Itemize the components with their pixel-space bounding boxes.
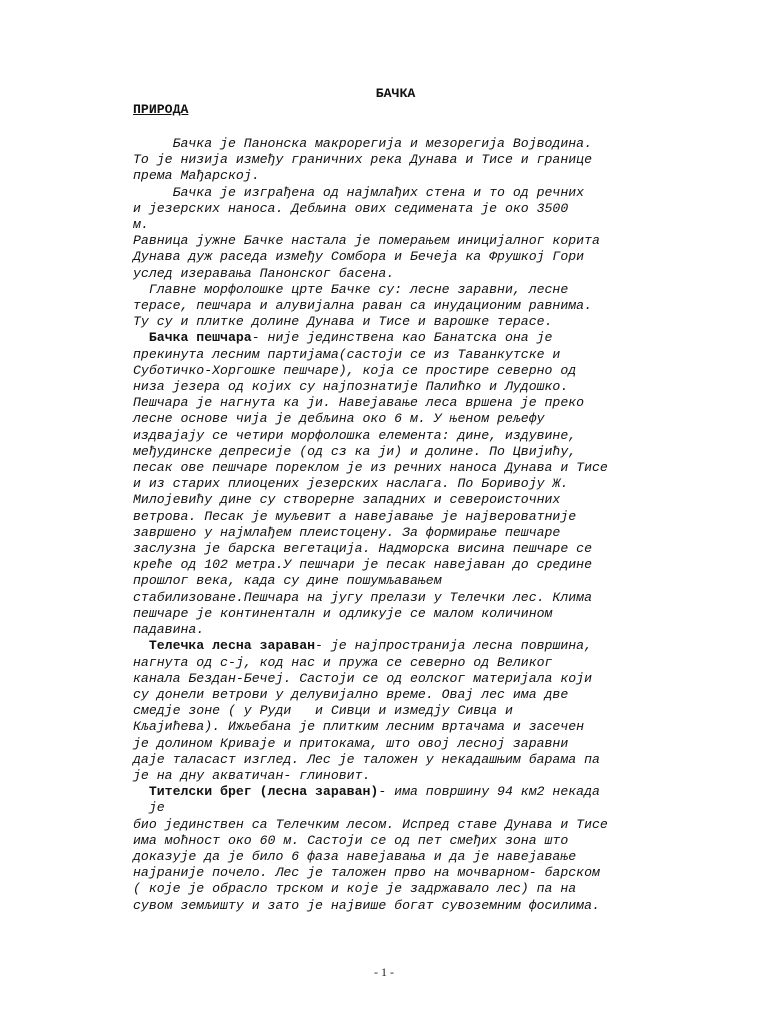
text-line (133, 703, 658, 719)
text-line (133, 411, 658, 427)
line-text: има моћност око 60 м. Састоји се од пет смеђих зона што (133, 832, 569, 848)
line-text: издвајају се четири морфолошка елемента: дине, издувине, (133, 427, 577, 443)
text-line (133, 557, 658, 573)
text-line (133, 217, 658, 233)
text-line (133, 314, 658, 330)
line-text: заслузна је барска вегетација. Надморска висина пешчаре се (133, 541, 592, 557)
line-text: Суботичко-Хоргошке пешчаре), која се простире северно од (133, 362, 577, 378)
line-text: Ту су и плитке долине Дунава и Тисе и варошке терасе. (133, 314, 553, 330)
line-text: Главне морфолошке црте Бачке су: лесне заравни, лесне (133, 281, 569, 297)
text-line (133, 833, 658, 849)
line-text: је долином Криваје и притокама, што овој лесној заравни (133, 735, 569, 751)
line-text: најраније почело. Лес је таложен прво на мочварном- барском (133, 865, 600, 881)
text-line (133, 347, 658, 363)
line-text: Дунава дуж раседа између Сомбора и Бечеја ка Фрушкој Гори (133, 249, 585, 265)
line-text: ( које је обрасло трском и које је задржавало лес) па на (133, 881, 577, 897)
text-line (133, 379, 658, 395)
line-text: - је најпространија лесна површина, (315, 638, 593, 654)
text-line (133, 865, 658, 881)
line-text: услед изеравања Панонског басена. (133, 265, 395, 281)
text-line (133, 460, 658, 476)
document-body (133, 86, 658, 914)
line-text: терасе, пешчара и алувијална раван са инудационим равнима. (133, 298, 592, 314)
text-line (133, 898, 658, 914)
text-line (133, 736, 658, 752)
line-text: смедје зоне ( у Руди и Сивци и измедју Сивца и (133, 703, 513, 719)
line-text: То је низија између граничних река Дунава и Тисе и границе (133, 152, 592, 168)
section-heading: ПРИРОДА (133, 102, 189, 117)
text-line (133, 266, 658, 282)
line-text: био јединствен са Телечким лесом. Испред ставе Дунава и Тисе (133, 816, 608, 832)
line-text: Бачка је изграђена од најмлађих стена и то од речних (133, 184, 585, 200)
text-line (133, 509, 658, 525)
text-line (133, 671, 658, 687)
text-line (133, 428, 658, 444)
text-line (133, 330, 658, 346)
text-line (133, 298, 658, 314)
line-text: Кљајићева). Ижљебана је плитким лесним вртачама и засечен (133, 719, 585, 735)
text-line (133, 849, 658, 865)
line-text: даје таласаст изглед. Лес је таложен у некадашњим барама па (133, 751, 600, 767)
text-line (133, 363, 658, 379)
line-text: и из старих плиоцених језерских наслага. По Боривоју Ж. (133, 476, 569, 492)
line-text: лесне основе чија је дебљина око 6 м. У њеном рељефу (133, 411, 545, 427)
line-text: према Мађарској. (133, 168, 260, 184)
line-text: је на дну акватичан- глиновит. (133, 767, 371, 783)
text-line (133, 606, 658, 622)
line-text: песак ове пешчаре пореклом је из речних наноса Дунава и Тисе (133, 460, 608, 476)
text-line (133, 233, 658, 249)
line-text: и језерских наноса. Дебљина ових седимената је око 3500 (133, 200, 569, 216)
text-line (133, 752, 658, 768)
text-line (133, 784, 658, 800)
paragraph-text (133, 136, 658, 914)
line-text: завршено у најмлађем плеистоцену. За формирање пешчаре (133, 524, 561, 540)
line-text: прошлог века, када су дине пошумљавањем (133, 573, 442, 589)
text-line (133, 444, 658, 460)
line-text: је (133, 800, 165, 816)
text-line (133, 719, 658, 735)
line-text: Пешчара је нагнута ка ји. Навејавање леса вршена је преко (133, 395, 585, 411)
text-line (133, 590, 658, 606)
line-text: падавина. (133, 622, 205, 638)
line-text: су донели ветрови у делувијално време. Овај лес има две (133, 686, 569, 702)
page-number: - 1 - (374, 965, 394, 979)
text-line (133, 249, 658, 265)
text-line (133, 395, 658, 411)
line-text: - има површину 94 км2 некада (378, 784, 600, 800)
text-line (133, 476, 658, 492)
line-text: - није јединствена као Банатска она је (251, 330, 553, 346)
text-line (133, 573, 658, 589)
line-text: ветрова. Песак је муљевит а навејавање је највероватније (133, 508, 577, 524)
line-text: Милојевићу дине су створерне западних и североисточних (133, 492, 561, 508)
text-line (133, 168, 658, 184)
text-line (133, 201, 658, 217)
text-line (133, 687, 658, 703)
line-text: пешчаре је континенталн и одликује се малом количином (133, 605, 553, 621)
bold-term: Телечка лесна зараван (133, 638, 316, 654)
text-line (133, 541, 658, 557)
text-line (133, 622, 658, 638)
line-text: низа језера од којих су најпознатије Палићко и Лудошко. (133, 379, 569, 395)
line-text: Бачка је Панонска макрорегија и мезорегија Војводина. (133, 136, 592, 151)
text-line (133, 152, 658, 168)
line-text: нагнута од с-ј, код нас и пружа се северно од Великог (133, 654, 553, 670)
line-text: канала Бездан-Бечеј. Састоји се од еолског материјала који (133, 670, 592, 686)
document-title: БАЧКА (375, 86, 416, 101)
text-line (133, 817, 658, 833)
line-text: сувом земљишту и зато је највише богат сувоземним фосилима. (133, 897, 600, 913)
text-line (133, 881, 658, 897)
bold-term: Бачка пешчара (133, 330, 252, 346)
text-line (133, 492, 658, 508)
line-text: м. (133, 217, 149, 233)
line-text: међудинске депресије (од сз ка ји) и долине. По Цвијићу, (133, 443, 577, 459)
blank-line (133, 120, 658, 136)
text-line (133, 282, 658, 298)
text-line (133, 655, 658, 671)
line-text: прекинута лесним партијама(састоји се из Таванкутске и (133, 346, 561, 362)
line-text: доказује да је било 6 фаза навејавања и да је навејавање (133, 848, 577, 864)
text-line (133, 768, 658, 784)
bold-term: Тителски брег (лесна зараван) (133, 784, 379, 800)
text-line (133, 136, 658, 152)
line-text: стабилизоване.Пешчара на југу прелази у Телечки лес. Клима (133, 589, 592, 605)
text-line (133, 185, 658, 201)
text-line (133, 800, 658, 816)
text-line (133, 638, 658, 654)
text-line (133, 525, 658, 541)
line-text: Равница јужне Бачке настала је померањем иницијалног корита (133, 233, 600, 249)
line-text: креће од 102 метра.У пешчари је песак навејаван до средине (133, 557, 592, 573)
